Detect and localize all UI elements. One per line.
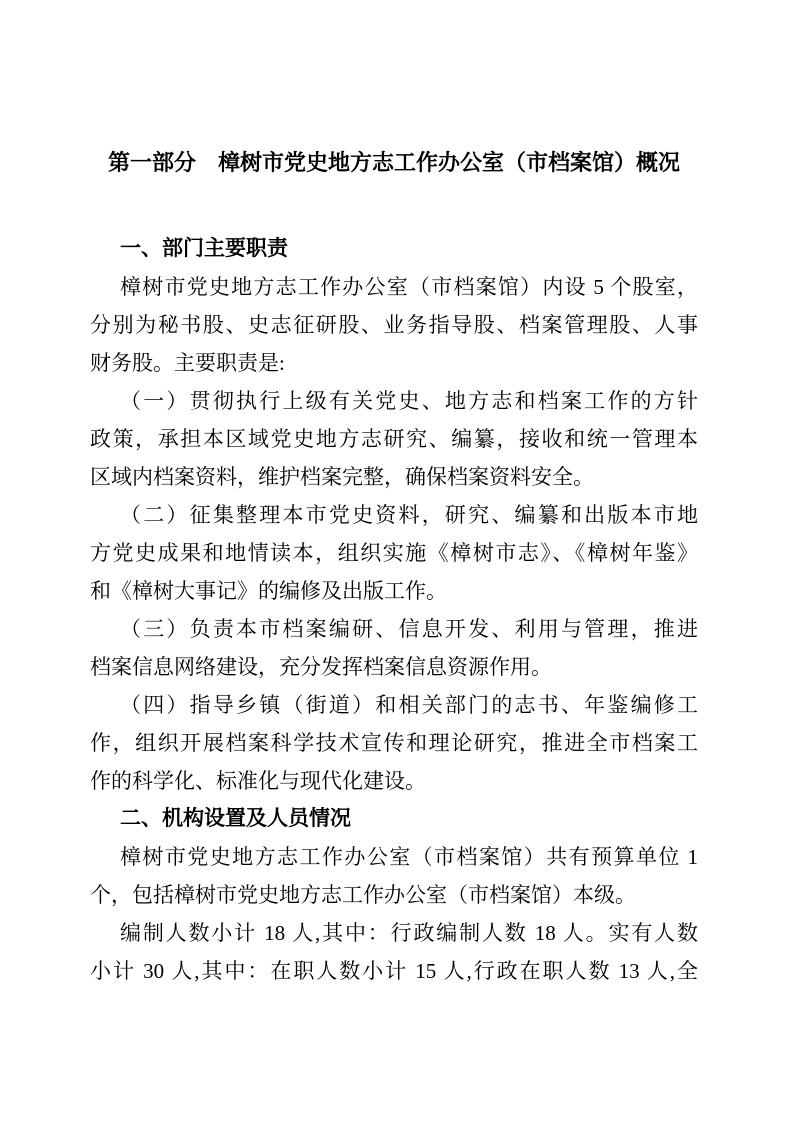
section-heading-2: 二、机构设置及人员情况 (120, 807, 351, 830)
text-line: （二）征集整理本市党史资料，研究、编纂和出版本市地 (120, 503, 698, 527)
paragraph (90, 268, 698, 382)
text-line: 樟树市党史地方志工作办公室（市档案馆）共有预算单位 1 (120, 845, 698, 869)
text-line: （四）指导乡镇（街道）和相关部门的志书、年鉴编修工 (120, 693, 698, 717)
section-heading-1: 一、部门主要职责 (120, 237, 288, 260)
text-line: （一）贯彻执行上级有关党史、地方志和档案工作的方针 (120, 389, 698, 413)
text-line: 区域内档案资料，维护档案完整，确保档案资料安全。 (90, 465, 594, 489)
text-line: 政策，承担本区域党史地方志研究、编纂，接收和统一管理本 (90, 427, 698, 451)
paragraph (90, 382, 698, 496)
text-line: 分别为秘书股、史志征研股、业务指导股、档案管理股、人事 (90, 313, 698, 337)
text-line: 档案信息网络建设，充分发挥档案信息资源作用。 (90, 655, 552, 679)
paragraph (90, 496, 698, 610)
text-line: 财务股。主要职责是: (90, 351, 285, 375)
text-line: 樟树市党史地方志工作办公室（市档案馆）内设 5 个股室， (120, 275, 698, 299)
paragraph (90, 914, 698, 990)
text-line: 编制人数小计 18 人,其中：行政编制人数 18 人。实有人数 (120, 921, 698, 945)
text-line: 个，包括樟树市党史地方志工作办公室（市档案馆）本级。 (90, 883, 636, 907)
text-line: （三）负责本市档案编研、信息开发、利用与管理，推进 (120, 617, 698, 641)
text-line: 方党史成果和地情读本，组织实施《樟树市志》、《樟树年鉴》 (90, 541, 698, 565)
text-line: 小计 30 人,其中：在职人数小计 15 人,行政在职人数 13 人,全 (90, 959, 698, 983)
document-body (90, 230, 698, 990)
text-line: 作的科学化、标准化与现代化建设。 (90, 769, 426, 793)
text-line: 作，组织开展档案科学技术宣传和理论研究，推进全市档案工 (90, 731, 698, 755)
paragraph (90, 686, 698, 800)
text-line: 和《樟树大事记》的编修及出版工作。 (90, 579, 447, 603)
paragraph (90, 610, 698, 686)
document-title: 第一部分 樟树市党史地方志工作办公室（市档案馆）概况 (107, 150, 680, 175)
paragraph (90, 838, 698, 914)
